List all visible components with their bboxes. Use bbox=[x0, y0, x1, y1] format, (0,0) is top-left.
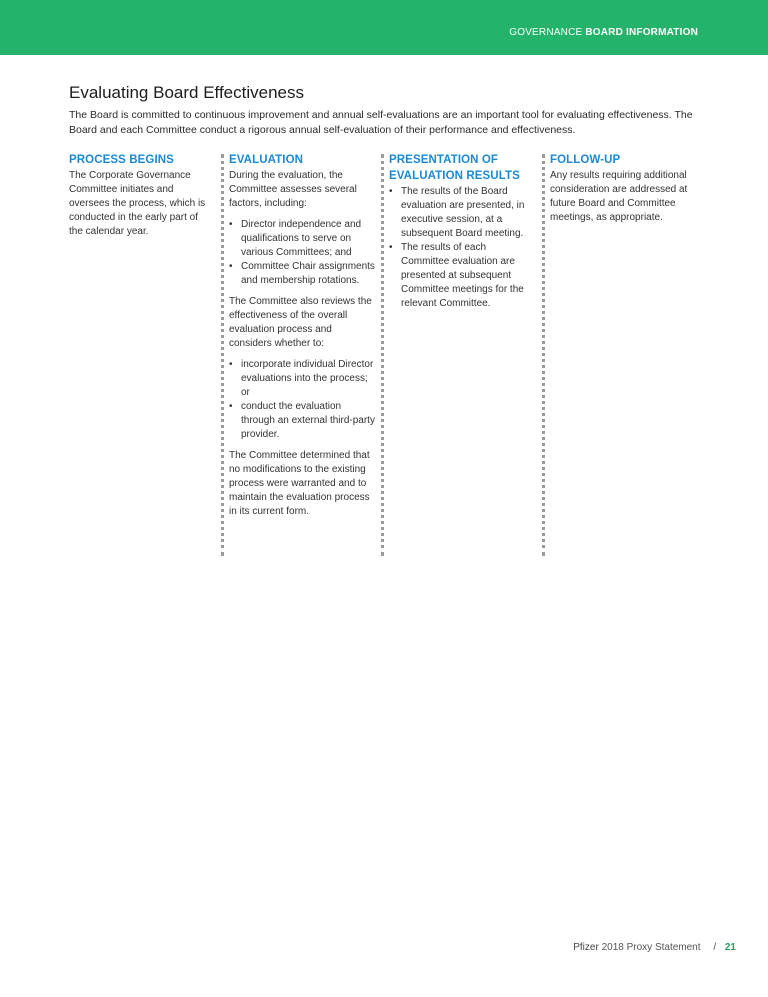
footer-separator: / bbox=[713, 942, 717, 953]
list-item: • incorporate individual Director evaluations into the process; or bbox=[229, 358, 375, 400]
section-label-bold: BOARD INFORMATION bbox=[585, 27, 698, 38]
list-item: • Committee Chair assignments and membership rotations. bbox=[229, 260, 375, 288]
intro-paragraph: The Board is committed to continuous improvement and annual self-evaluations are an important tool for evaluating effectiveness. The Board and each Committee conduct a rigorous annual self-evaluation of their performance and effectiveness. bbox=[69, 109, 693, 136]
column-text: The Committee also reviews the effectiveness of the overall evaluation process and considers whether to: bbox=[229, 296, 372, 349]
section-label bbox=[509, 27, 698, 38]
footer-brand: Pfizer bbox=[573, 942, 599, 953]
column-text: The Committee determined that no modifications to the existing process were warranted and to maintain the evaluation process in its current form. bbox=[229, 450, 370, 517]
column-heading: PRESENTATION OF EVALUATION RESULTS bbox=[389, 154, 520, 182]
page-number: 21 bbox=[724, 942, 736, 953]
column-presentation-of-results bbox=[389, 152, 535, 318]
page-title: Evaluating Board Effectiveness bbox=[69, 83, 304, 102]
column-text: Any results requiring additional consideration are addressed at future Board and Committee meetings, as appropriate. bbox=[550, 170, 688, 223]
column-heading: EVALUATION bbox=[229, 154, 304, 166]
bullet-list bbox=[389, 185, 535, 311]
bullet-list bbox=[229, 218, 375, 288]
header-bar bbox=[0, 0, 768, 55]
page-footer bbox=[573, 942, 736, 953]
bullet-list bbox=[229, 358, 375, 442]
column-evaluation bbox=[229, 152, 375, 526]
column-text: During the evaluation, the Committee assesses several factors, including: bbox=[229, 170, 357, 209]
list-item: • conduct the evaluation through an external third-party provider. bbox=[229, 400, 375, 442]
section-label-light: GOVERNANCE bbox=[509, 27, 583, 38]
column-heading: PROCESS BEGINS bbox=[69, 154, 174, 166]
list-item: • The results of each Committee evaluation are presented at subsequent Committee meetings for the relevant Committee. bbox=[389, 241, 535, 311]
footer-doc-title: 2018 Proxy Statement bbox=[601, 942, 701, 953]
column-text: The Corporate Governance Committee initiates and oversees the process, which is conducted in the early part of the calendar year. bbox=[69, 170, 206, 237]
column-follow-up bbox=[550, 152, 700, 232]
column-process-begins bbox=[69, 152, 211, 246]
list-item: • Director independence and qualifications to serve on various Committees; and bbox=[229, 218, 375, 260]
list-item: • The results of the Board evaluation are presented, in executive session, at a subsequent Board meeting. bbox=[389, 185, 535, 241]
column-heading: FOLLOW-UP bbox=[550, 154, 621, 166]
